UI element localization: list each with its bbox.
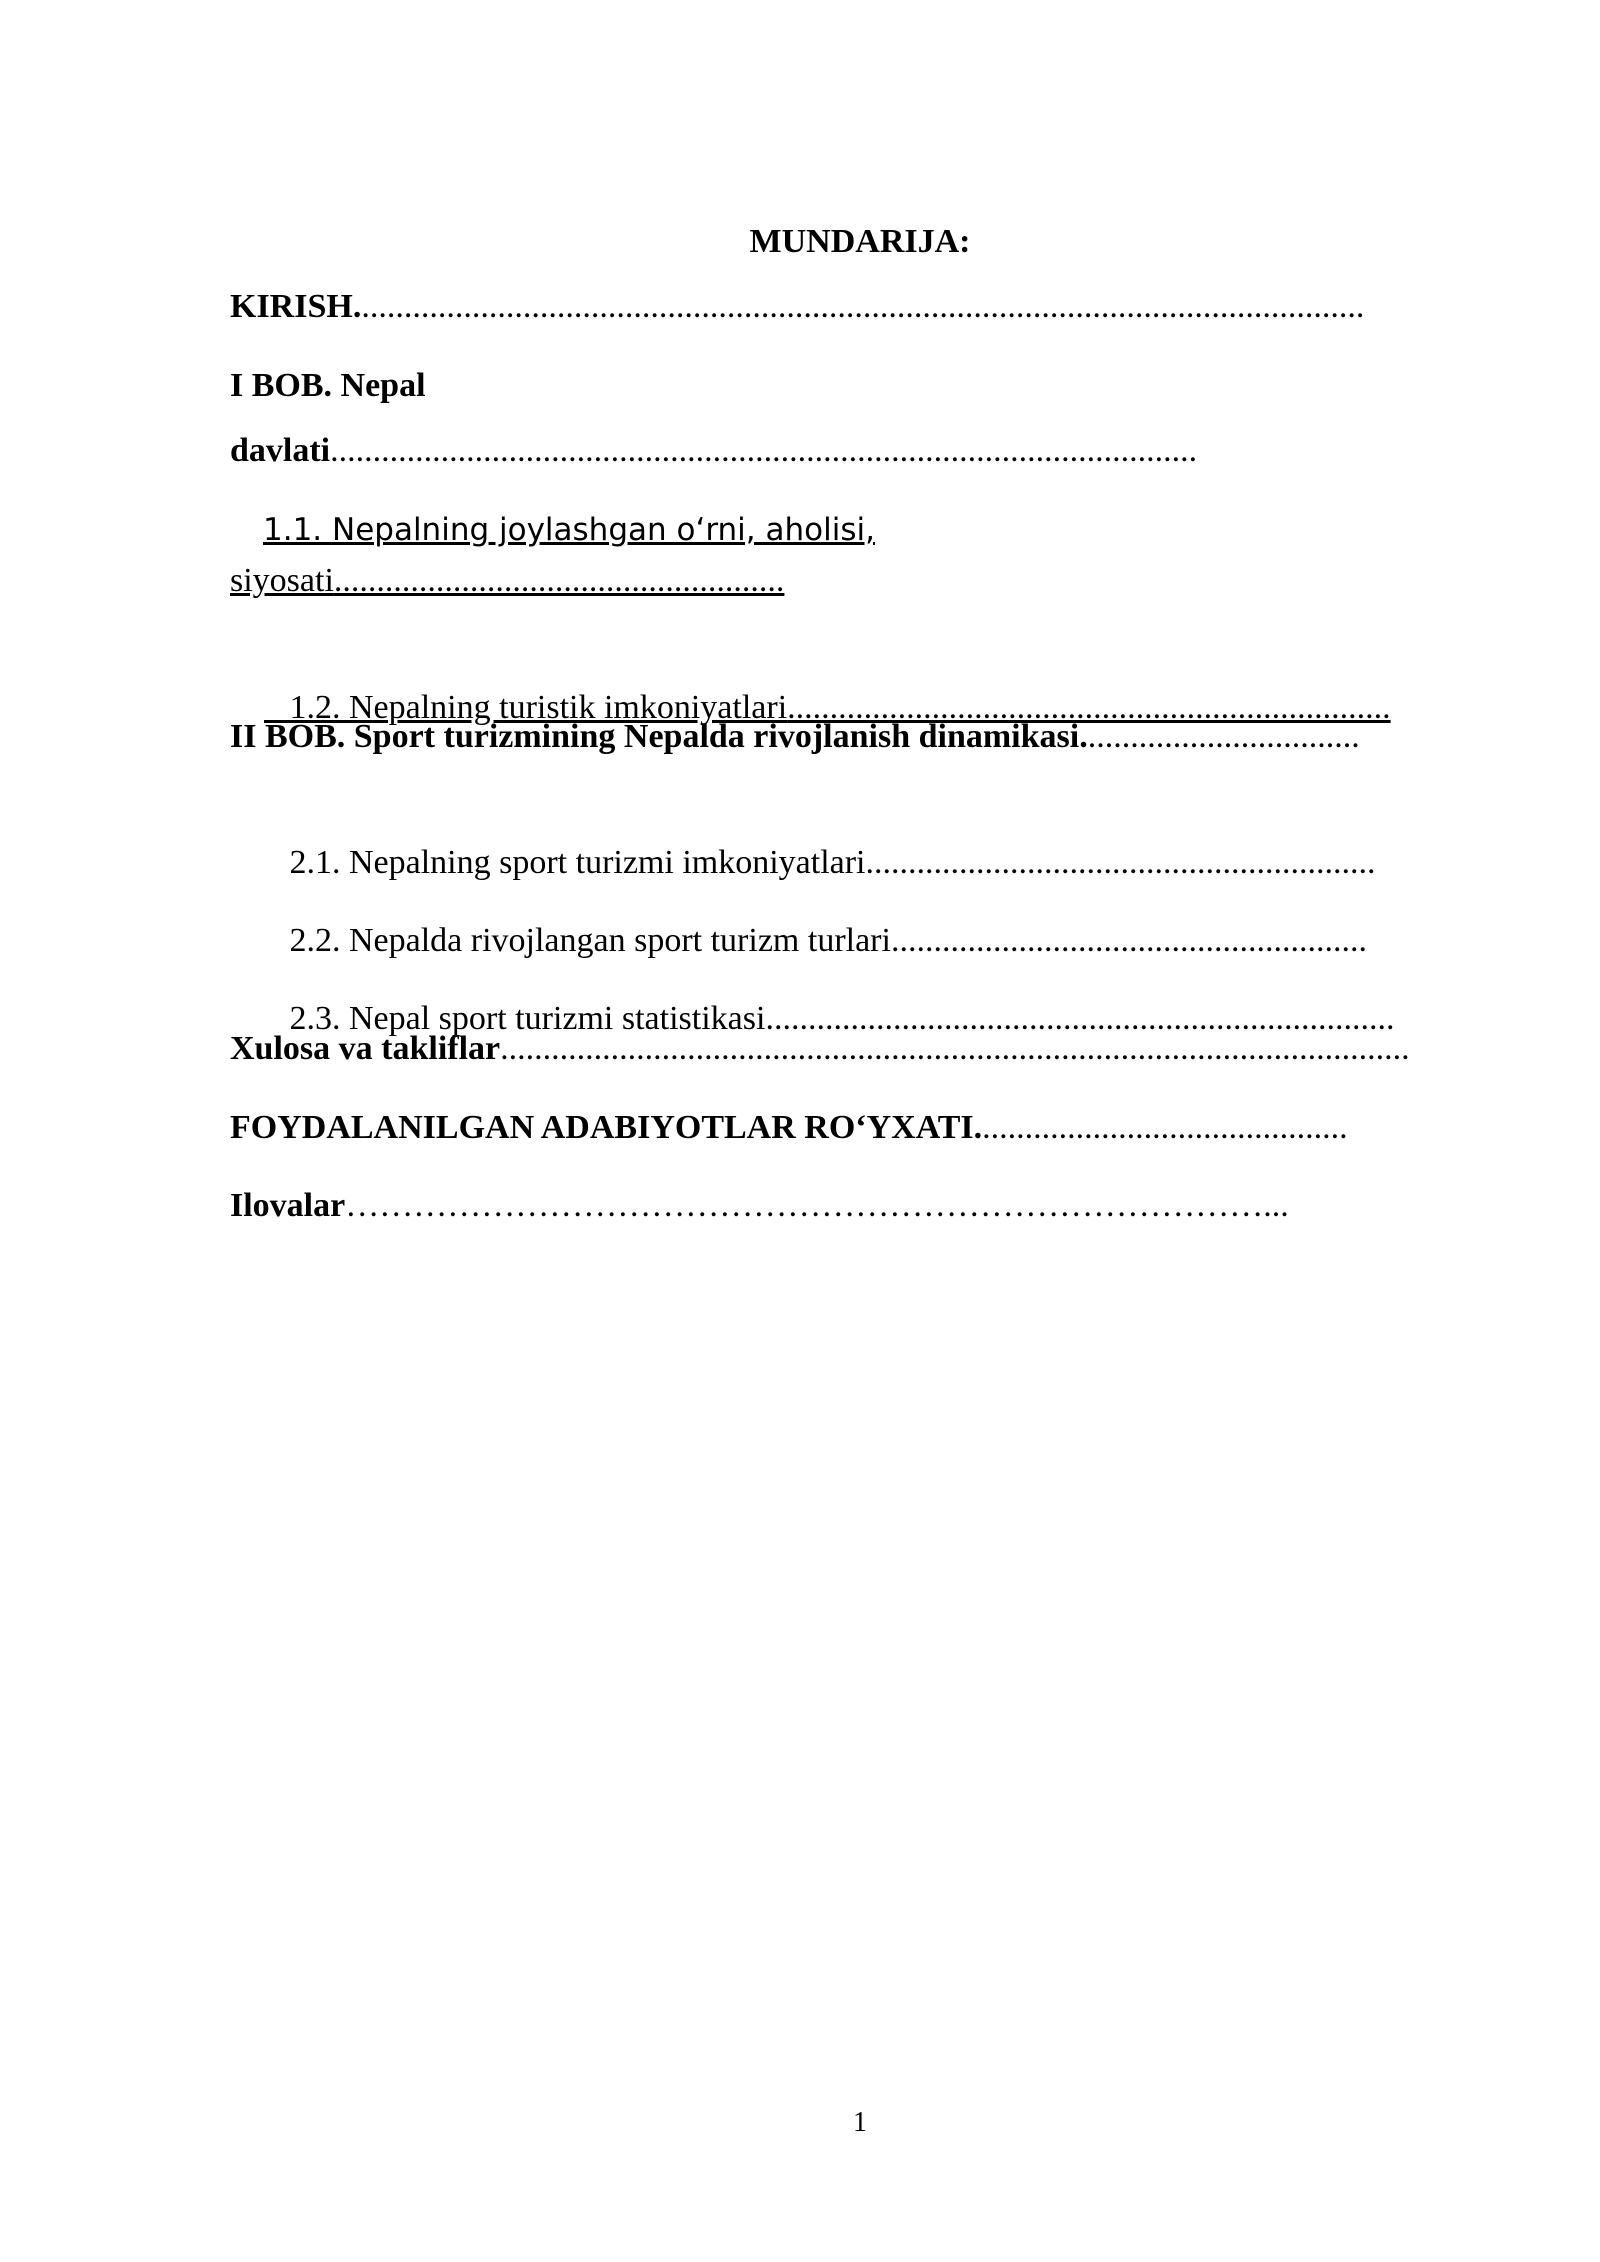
toc-label-2-1: 2.1. Nepalning sport turizmi imkoniyatlari	[264, 844, 866, 881]
toc-label-bob2: II BOB. Sport turizmining Nepalda rivojlanish dinamikasi.	[230, 718, 1088, 755]
toc-label-1-2: 1.2. Nepalning turistik imkoniyatlari	[264, 689, 788, 726]
toc-leader-dots: ...........................................	[982, 1109, 1348, 1146]
toc-entry-xulosa[interactable]	[230, 1025, 1490, 1073]
toc-leader-dots: ...........................................................................................................	[500, 1030, 1410, 1067]
page-title: MUNDARIJA:	[749, 223, 971, 260]
toc-leader-dots: ..........................................................................	[765, 1000, 1395, 1037]
toc-entry-1-1-line2[interactable]	[230, 557, 1490, 605]
toc-label-adabiyotlar: FOYDALANILGAN ADABIYOTLAR RO‘YXATI.	[230, 1109, 983, 1146]
toc-leader-dots: ............................................................	[865, 844, 1376, 881]
toc-label-kirish: KIRISH.	[230, 288, 362, 325]
toc-leader-dots: ........................................................	[890, 922, 1367, 959]
toc-label-1-1-cont: siyosati	[230, 562, 334, 599]
toc-entry-bob1-line1[interactable]	[230, 362, 1490, 410]
toc-label-xulosa: Xulosa va takliflar	[230, 1030, 501, 1067]
toc-label-ilovalar: Ilovalar	[230, 1187, 346, 1224]
toc-leader-dots: .....................................................	[333, 562, 785, 599]
toc-label-bob1: I BOB. Nepal	[230, 367, 426, 404]
toc-leader-dots: ......................................................................................................................	[361, 288, 1365, 325]
toc-entry-adabiyotlar[interactable]	[230, 1104, 1490, 1152]
page-number: 1	[853, 2107, 867, 2138]
toc-label-2-2: 2.2. Nepalda rivojlangan sport turizm turlari	[264, 922, 891, 959]
toc-entry-bob2[interactable]	[230, 713, 1490, 761]
toc-entry-ilovalar[interactable]	[230, 1182, 1490, 1230]
toc-entry-kirish[interactable]	[230, 283, 1490, 331]
toc-leader-dots: ................................	[1087, 718, 1360, 755]
toc-label-1-1: 1.1. Nepalning joylashgan o‘rni, aholisi,	[263, 512, 875, 548]
toc-entry-1-1-line1[interactable]	[263, 506, 1523, 554]
toc-entry-bob1-line2[interactable]	[230, 427, 1490, 475]
toc-leader-dots: .......................................................................	[787, 689, 1391, 726]
toc-label-2-3: 2.3. Nepal sport turizmi statistikasi	[264, 1000, 766, 1037]
toc-leader-dots: ......................................................................................................	[330, 432, 1198, 469]
toc-label-bob1-cont: davlati	[230, 432, 331, 469]
toc-leader-dots: ………………………………………………………………………...	[345, 1187, 1289, 1224]
